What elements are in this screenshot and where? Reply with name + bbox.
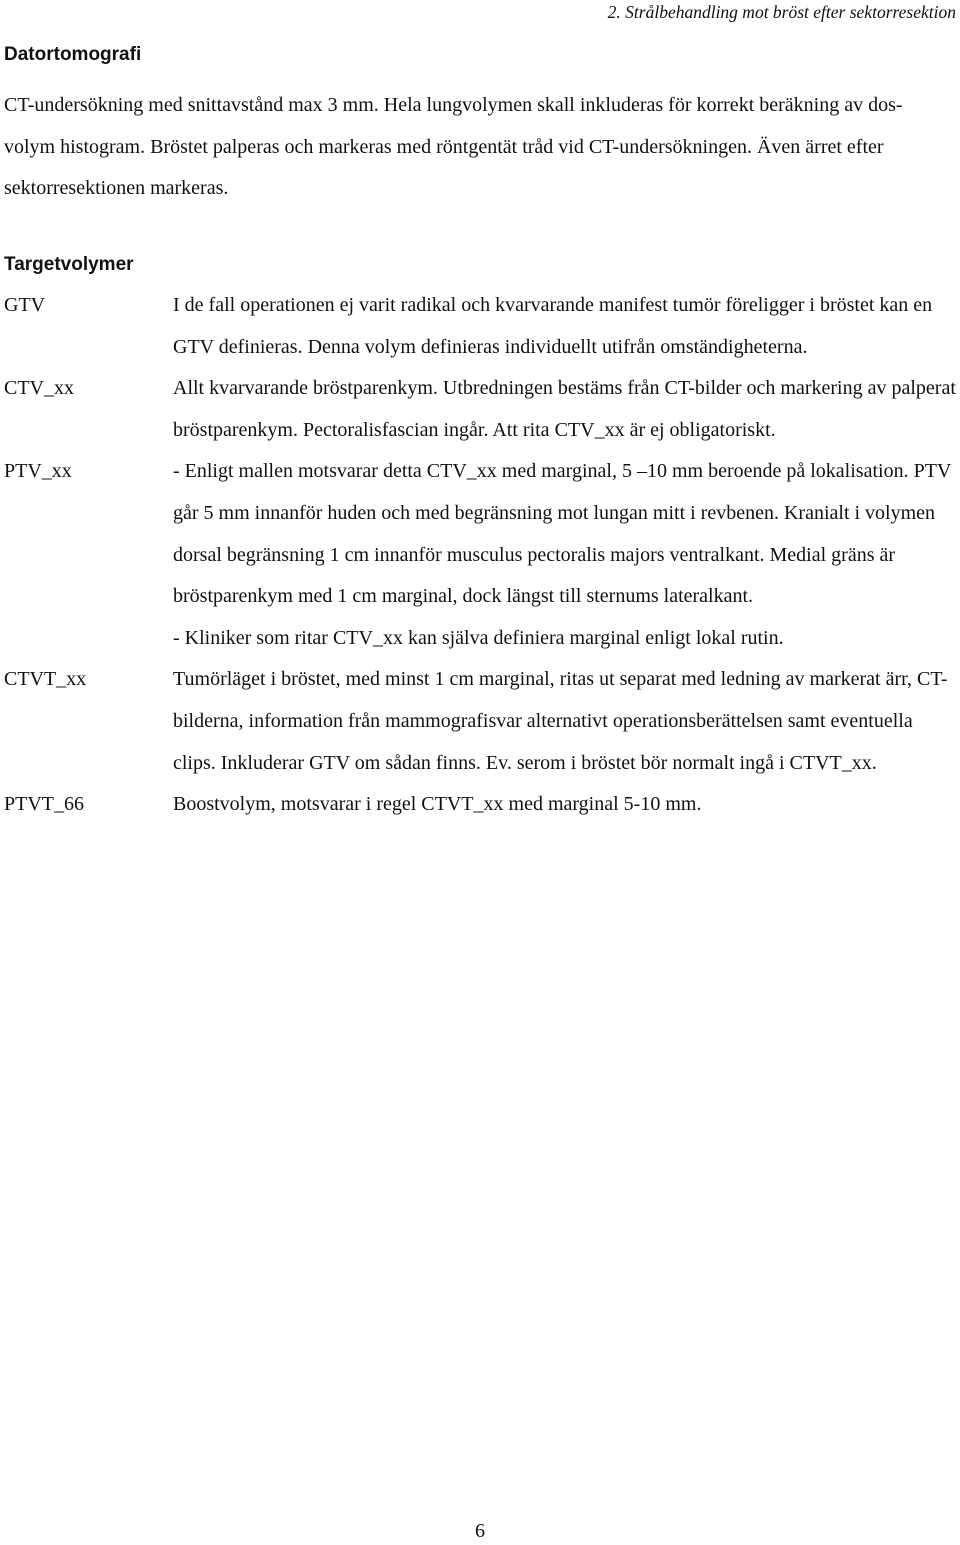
definition-ctvt-xx bbox=[4, 659, 954, 784]
description-paragraph: Allt kvarvarande bröstparenkym. Utbredningen bestäms från CT-bilder och markering av palperat bröstparenkym. Pectoralisfascian ingår. Att rita CTV_xx är ej obligatoriskt. bbox=[173, 377, 956, 441]
description-paragraph: I de fall operationen ej varit radikal och kvarvarande manifest tumör föreligger i bröstet kan en GTV definieras. Denna volym definieras individuellt utifrån omständigheterna. bbox=[173, 294, 933, 358]
description-paragraph: - Kliniker som ritar CTV_xx kan själva definiera marginal enligt lokal rutin. bbox=[173, 626, 784, 649]
description-paragraph: - Enligt mallen motsvarar detta CTV_xx med marginal, 5 –10 mm beroende på lokalisation. PTV går 5 mm innanför huden och med begränsning mot lungan mitt i revbenen. Kranialt i volymen dorsal begränsning 1 cm innanför musculus pectoralis majors ventralkant. Medial gräns är bröstparenkym med 1 cm marginal, dock längst till sternums lateralkant. bbox=[173, 460, 951, 608]
term-ctv-xx: CTV_xx bbox=[4, 377, 74, 400]
description-ptvt-66 bbox=[173, 784, 958, 826]
description-paragraph: Boostvolym, motsvarar i regel CTVT_xx med marginal 5-10 mm. bbox=[173, 793, 702, 816]
term-gtv: GTV bbox=[4, 294, 46, 316]
heading-targetvolymer: Targetvolymer bbox=[4, 254, 134, 275]
term-ptvt-66: PTVT_66 bbox=[4, 793, 84, 816]
page-number: 6 bbox=[475, 1520, 485, 1542]
heading-datortomografi: Datortomografi bbox=[4, 44, 142, 65]
definition-ptvt-66 bbox=[4, 784, 954, 826]
definition-ctv-xx bbox=[4, 368, 954, 451]
running-header: 2. Strålbehandling mot bröst efter sektorresektion bbox=[607, 2, 956, 22]
definition-ptv-xx bbox=[4, 451, 954, 659]
definition-gtv bbox=[4, 285, 954, 368]
description-ctvt-xx bbox=[173, 659, 958, 784]
description-ptv-xx bbox=[173, 451, 958, 659]
datortomografi-paragraph: CT-undersökning med snittavstånd max 3 mm. Hela lungvolymen skall inkluderas för korrekt beräkning av dos-volym histogram. Bröstet palperas och markeras med röntgentät tråd vid CT-undersökningen. Även ärret efter sektorresektionen markeras. bbox=[4, 94, 903, 200]
description-ctv-xx bbox=[173, 368, 958, 451]
definition-list bbox=[4, 285, 954, 826]
description-gtv bbox=[173, 285, 958, 368]
term-ptv-xx: PTV_xx bbox=[4, 460, 72, 483]
term-ctvt-xx: CTVT_xx bbox=[4, 668, 87, 691]
description-paragraph: Tumörläget i bröstet, med minst 1 cm marginal, ritas ut separat med ledning av markerat ärr, CT-bilderna, information från mammografisvar alternativt operationsberättelsen samt eventuella clips. Inkluderar GTV om sådan finns. Ev. serom i bröstet bör normalt ingå i CTVT_xx. bbox=[173, 668, 948, 774]
